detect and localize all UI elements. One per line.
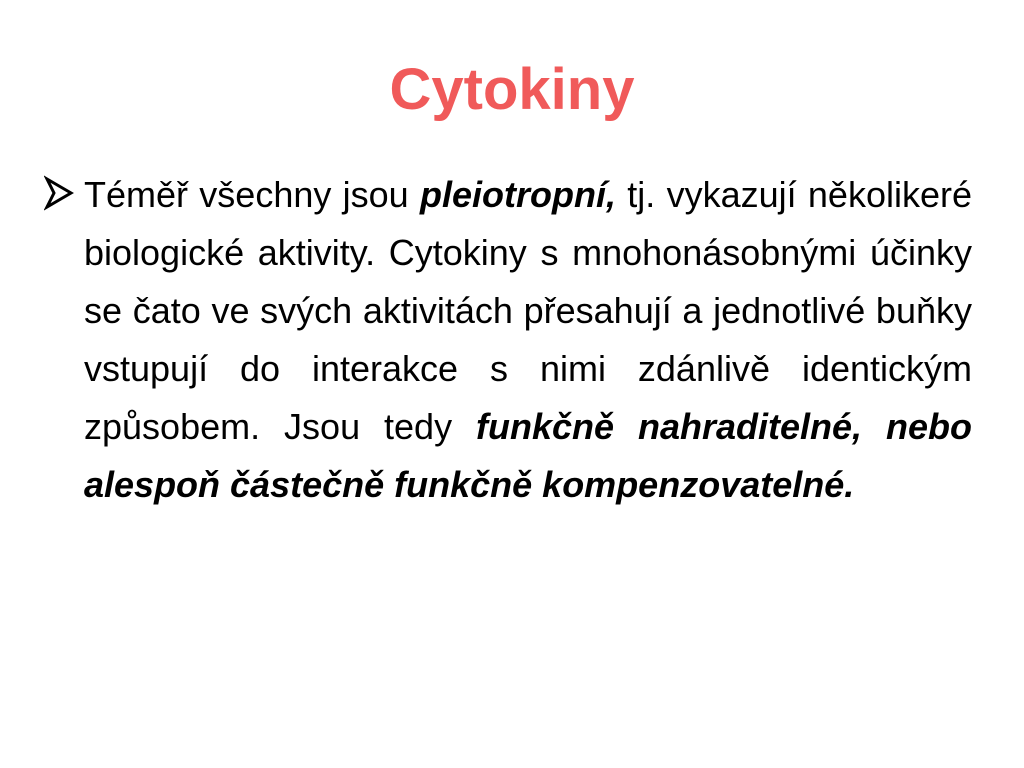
- bullet-text-emphasis: pleiotropní,: [420, 174, 616, 215]
- bullet-item: [44, 166, 972, 514]
- bullet-list: [44, 166, 972, 514]
- slide-title: Cytokiny: [389, 57, 635, 122]
- bullet-text-segment: tj. vykazují několikeré biologické aktivity. Cytokiny s mnohonásobnými účinky se čato ve svých aktivitách přesahují a jednotlivé buňky vstupují do interakce s nimi zdánlivě identickým způsobem. Jsou tedy: [84, 174, 972, 447]
- arrowhead-bullet-icon: [44, 174, 74, 212]
- bullet-text-emphasis: funkčně nahraditelné, nebo alespoň částečně funkčně kompenzovatelné.: [84, 406, 972, 505]
- bullet-text-segment: Téměř všechny jsou: [84, 174, 420, 215]
- bullet-text: [84, 166, 972, 514]
